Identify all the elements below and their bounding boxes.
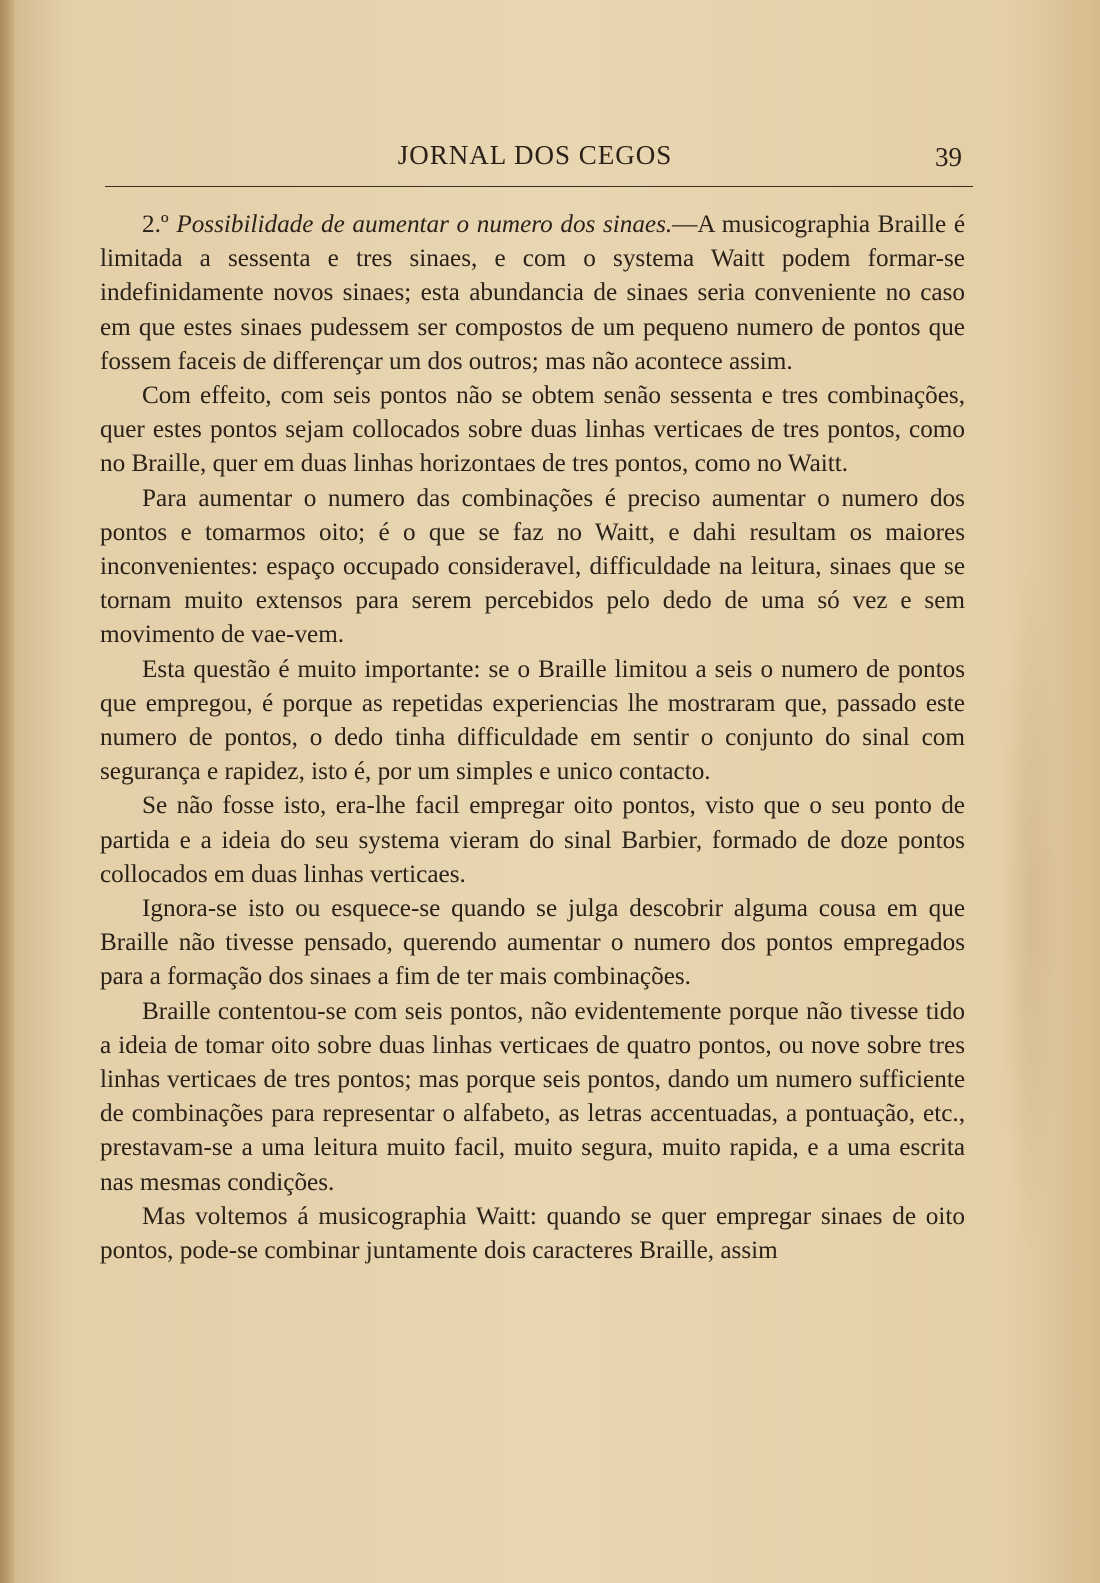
page-spine-shadow (0, 0, 14, 1583)
page-header (100, 140, 970, 180)
paragraph-5: Se não fosse isto, era-lhe facil empregar oito pontos, visto que o seu ponto de partida e a ideia do seu systema vieram do sinal Barbier, formado de doze pontos collocados em duas linhas verticaes. (100, 792, 965, 888)
header-rule (105, 186, 973, 187)
body-text (100, 208, 965, 1268)
paragraph-1 (100, 208, 965, 379)
paragraph-text: —A musicographia Braille é limitada a sessenta e tres sinaes, e com o systema Waitt podem formar-se indefinidamente novos sinaes; esta abundancia de sinaes seria conveniente no caso em que estes sinaes pudessem ser compostos de um pequeno numero de pontos que fossem faceis de differençar um dos outros; mas não acontece assim. (100, 211, 966, 375)
paper-stain (1000, 560, 1060, 1260)
running-title: JORNAL DOS CEGOS (397, 140, 673, 170)
section-heading: Possibilidade de aumentar o numero dos sinaes. (176, 211, 673, 238)
paragraph-6: Ignora-se isto ou esquece-se quando se julga descobrir alguma cousa em que Braille não tivesse pensado, querendo aumentar o numero dos pontos empregados para a formação dos sinaes a fim de ter mais combinações. (100, 895, 965, 991)
paragraph-4: Esta questão é muito importante: se o Braille limitou a seis o numero de pontos que empregou, é porque as repetidas experiencias lhe mostraram que, passado este numero de pontos, o dedo tinha difficuldade em sentir o conjunto do sinal com segurança e rapidez, isto é, por um simples e unico contacto. (100, 655, 965, 786)
paragraph-7: Braille contentou-se com seis pontos, não evidentemente porque não tivesse tido a ideia de tomar oito sobre duas linhas verticaes de quatro pontos, ou nove sobre tres linhas verticaes de tres pontos; mas porque seis pontos, dando um numero sufficiente de combinações para representar o alfabeto, as letras accentuadas, a pontuação, etc., prestavam-se a uma leitura muito facil, muito segura, muito rapida, e a uma escrita nas mesmas condições. (100, 997, 965, 1196)
paragraph-8: Mas voltemos á musicographia Waitt: quando se quer empregar sinaes de oito pontos, pode-se combinar juntamente dois caracteres Braille, assim (100, 1202, 965, 1265)
paragraph-3: Para aumentar o numero das combinações é preciso aumentar o numero dos pontos e tomarmos oito; é o que se faz no Waitt, e dahi resultam os maiores inconvenientes: espaço occupado consideravel, difficuldade na leitura, sinaes que se tornam muito extensos para serem percebidos pelo dedo de uma só vez e sem movimento de vae-vem. (100, 484, 965, 649)
section-number: 2.º (142, 211, 177, 238)
paragraph-2: Com effeito, com seis pontos não se obtem senão sessenta e tres combinações, quer estes pontos sejam collocados sobre duas linhas verticaes de tres pontos, como no Braille, quer em duas linhas horizontaes de tres pontos, como no Waitt. (100, 382, 965, 478)
page-number: 39 (935, 142, 962, 172)
